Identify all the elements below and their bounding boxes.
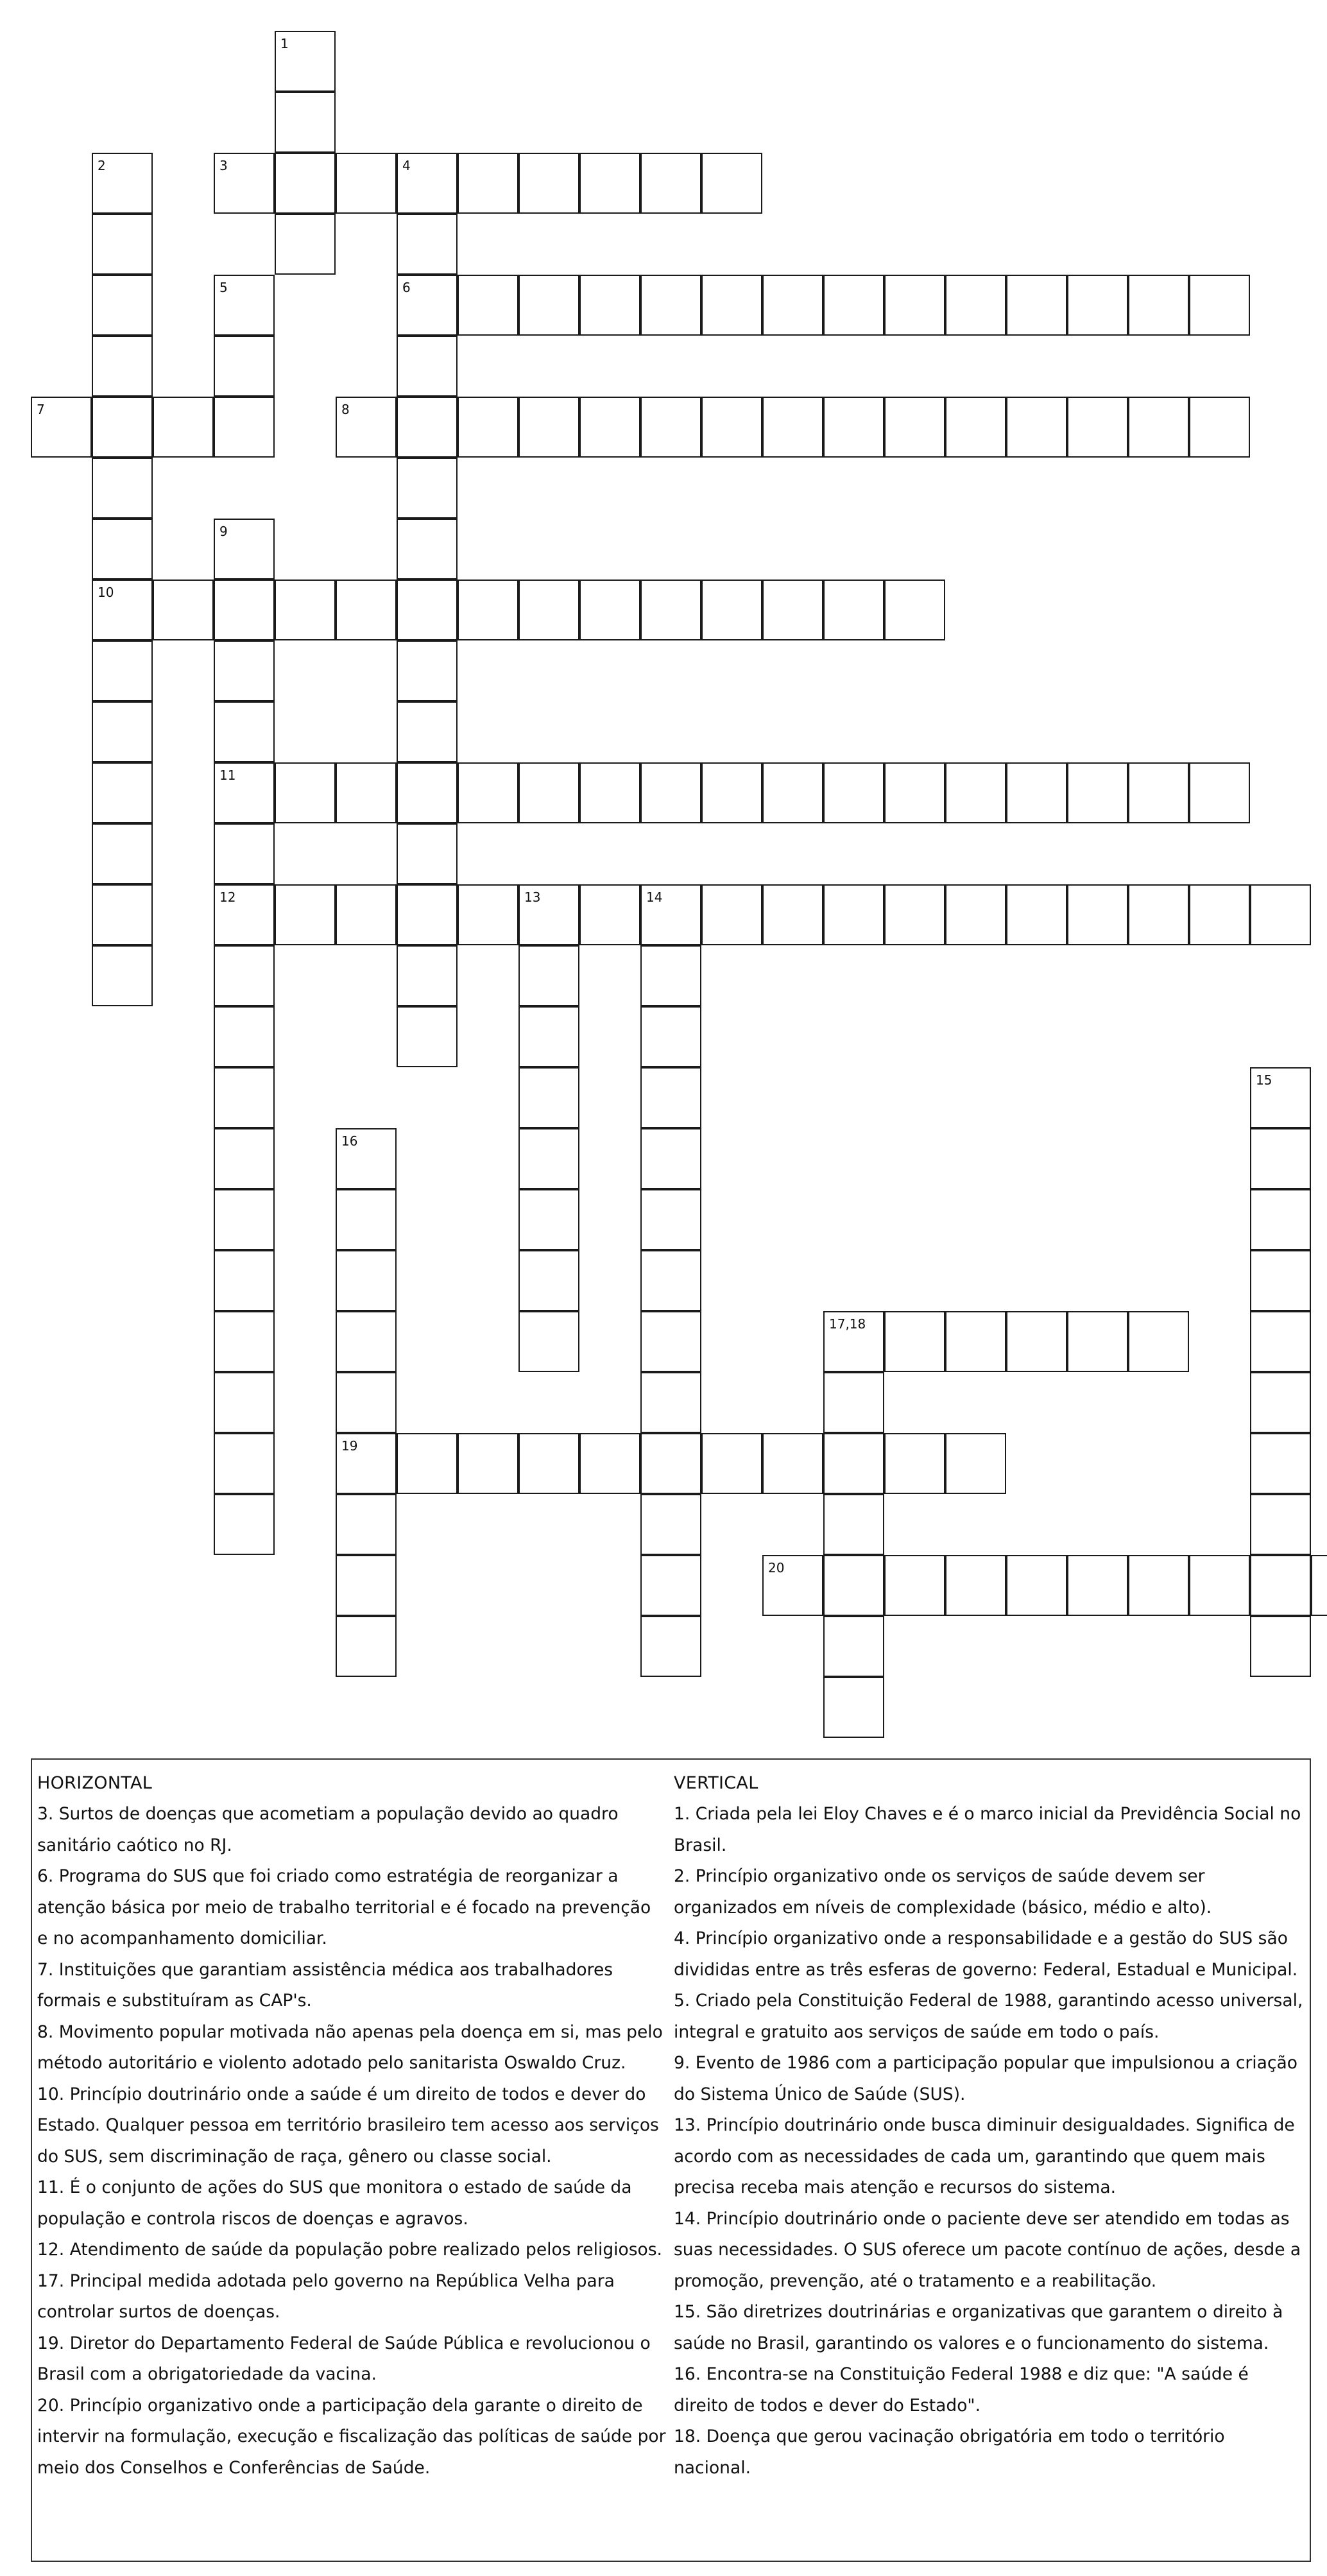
crossword-cell[interactable]: [214, 640, 275, 701]
crossword-cell[interactable]: [1189, 397, 1250, 458]
crossword-cell[interactable]: [397, 214, 458, 275]
crossword-cell[interactable]: [214, 945, 275, 1006]
clue-number: 10: [98, 585, 114, 600]
crossword-cell[interactable]: [336, 580, 397, 640]
crossword-cell[interactable]: [275, 884, 336, 945]
clue-number: 7: [37, 402, 45, 417]
crossword-cell[interactable]: [397, 580, 458, 640]
clue-v-9: 9. Evento de 1986 com a participação popular que impulsionou a criação do Sistema Único de Saúde (SUS).: [674, 2053, 1297, 2104]
crossword-cell[interactable]: [640, 397, 701, 458]
crossword-cell[interactable]: [1189, 1555, 1250, 1616]
crossword-cell[interactable]: [1067, 1555, 1128, 1616]
clue-number: 19: [341, 1438, 358, 1454]
crossword-cell[interactable]: [518, 945, 579, 1006]
vertical-clues: [674, 1767, 1306, 2484]
crossword-cell[interactable]: [214, 1311, 275, 1372]
crossword-cell[interactable]: [214, 1494, 275, 1555]
crossword-cell[interactable]: [1311, 1555, 1327, 1616]
clue-h-11: 11. É o conjunto de ações do SUS que monitora o estado de saúde da população e controla riscos de doenças e agravos.: [37, 2177, 632, 2229]
crossword-cell[interactable]: [397, 640, 458, 701]
crossword-cell[interactable]: [945, 397, 1006, 458]
crossword-cell[interactable]: [518, 1311, 579, 1372]
crossword-cell[interactable]: [336, 1616, 397, 1677]
crossword-cell[interactable]: [945, 1555, 1006, 1616]
crossword-cell[interactable]: [640, 1616, 701, 1677]
horizontal-title: HORIZONTAL: [37, 1773, 153, 1793]
crossword-cell[interactable]: [397, 823, 458, 884]
crossword-cell[interactable]: [579, 153, 640, 214]
crossword-cell[interactable]: [1128, 884, 1189, 945]
clue-v-18: 18. Doença que gerou vacinação obrigatória em todo o território nacional.: [674, 2426, 1225, 2478]
crossword-cell[interactable]: [214, 580, 275, 640]
crossword-cell[interactable]: [458, 762, 518, 823]
crossword-cell[interactable]: [214, 1067, 275, 1128]
crossword-cell[interactable]: [92, 397, 153, 458]
crossword-cell[interactable]: [336, 762, 397, 823]
crossword-cell[interactable]: [1250, 1555, 1311, 1616]
crossword-cell[interactable]: [336, 1250, 397, 1311]
crossword-cell[interactable]: [640, 580, 701, 640]
crossword-cell[interactable]: [458, 884, 518, 945]
crossword-cell[interactable]: [823, 397, 884, 458]
clue-number: 15: [1256, 1072, 1272, 1088]
clue-number: 13: [524, 889, 541, 905]
crossword-cell[interactable]: [214, 336, 275, 397]
crossword-cell[interactable]: [397, 884, 458, 945]
clue-v-1: 1. Criada pela lei Eloy Chaves e é o marco inicial da Previdência Social no Brasil.: [674, 1804, 1301, 1855]
clue-number: 8: [341, 402, 350, 417]
crossword-cell[interactable]: [579, 580, 640, 640]
crossword-cell[interactable]: [884, 275, 945, 336]
clue-h-8: 8. Movimento popular motivada não apenas pela doença em si, mas pelo método autoritário e violento adotado pelo sanitarista Oswaldo Cruz.: [37, 2022, 663, 2073]
crossword-cell[interactable]: [823, 884, 884, 945]
crossword-cell[interactable]: [214, 1006, 275, 1067]
crossword-cell[interactable]: [1128, 275, 1189, 336]
crossword-cell[interactable]: [1189, 884, 1250, 945]
crossword-cell[interactable]: [1128, 762, 1189, 823]
clue-h-20: 20. Princípio organizativo onde a participação dela garante o direito de intervir na formulação, execução e fiscalização das políticas de saúde por meio dos Conselhos e Conferências de Saúde.: [37, 2395, 666, 2478]
crossword-cell[interactable]: [1067, 762, 1128, 823]
crossword-cell[interactable]: [458, 1433, 518, 1494]
crossword-cell[interactable]: [92, 214, 153, 275]
clue-h-7: 7. Instituições que garantiam assistência médica aos trabalhadores formais e substituíram as CAP's.: [37, 1959, 613, 2011]
crossword-cell[interactable]: [214, 397, 275, 458]
clue-v-13: 13. Princípio doutrinário onde busca diminuir desigualdades. Significa de acordo com as necessidades de cada um, garantindo que quem mais precisa receba mais atenção e recursos do sistema.: [674, 2115, 1295, 2197]
crossword-cell[interactable]: [92, 884, 153, 945]
vertical-title: VERTICAL: [674, 1773, 758, 1793]
crossword-cell[interactable]: [1250, 1189, 1311, 1250]
crossword-cell[interactable]: [762, 397, 823, 458]
crossword-cell[interactable]: [214, 701, 275, 762]
crossword-cell[interactable]: [336, 1311, 397, 1372]
crossword-cell[interactable]: [823, 1372, 884, 1433]
crossword-cell[interactable]: [92, 519, 153, 580]
crossword-cell[interactable]: [579, 762, 640, 823]
crossword-cell[interactable]: [640, 1189, 701, 1250]
crossword-cell[interactable]: [153, 397, 214, 458]
crossword-cell[interactable]: [458, 397, 518, 458]
crossword-cell[interactable]: [1128, 1311, 1189, 1372]
crossword-cell[interactable]: [336, 1494, 397, 1555]
crossword-cell[interactable]: [1250, 1250, 1311, 1311]
crossword-cell[interactable]: [275, 153, 336, 214]
crossword-cell[interactable]: [640, 1067, 701, 1128]
clue-number: 5: [219, 280, 228, 295]
crossword-cell[interactable]: [397, 336, 458, 397]
crossword-cell[interactable]: [640, 945, 701, 1006]
crossword-cell[interactable]: [275, 580, 336, 640]
crossword-cell[interactable]: [579, 884, 640, 945]
crossword-cell[interactable]: [884, 762, 945, 823]
crossword-cell[interactable]: [92, 640, 153, 701]
crossword-cell[interactable]: [640, 762, 701, 823]
crossword-cell[interactable]: [701, 397, 762, 458]
crossword-cell[interactable]: [1250, 1372, 1311, 1433]
clue-h-10: 10. Princípio doutrinário onde a saúde é um direito de todos e dever do Estado. Qualquer pessoa em território brasileiro tem acesso aos serviços do SUS, sem discriminação de raça, gênero ou classe social.: [37, 2084, 659, 2167]
clue-h-12: 12. Atendimento de saúde da população pobre realizado pelos religiosos.: [37, 2240, 662, 2260]
crossword-cell[interactable]: [762, 884, 823, 945]
clue-box: [31, 1758, 1311, 2562]
crossword-cell[interactable]: [1250, 1494, 1311, 1555]
crossword-cell[interactable]: [458, 275, 518, 336]
crossword-cell[interactable]: [640, 1250, 701, 1311]
crossword-cell[interactable]: [397, 762, 458, 823]
crossword-cell[interactable]: [1006, 275, 1067, 336]
clue-h-19: 19. Diretor do Departamento Federal de Saúde Pública e revolucionou o Brasil com a obrigatoriedade da vacina.: [37, 2333, 651, 2384]
crossword-cell[interactable]: [945, 762, 1006, 823]
crossword-cell[interactable]: [92, 336, 153, 397]
crossword-cell[interactable]: [823, 275, 884, 336]
crossword-cell[interactable]: [1006, 884, 1067, 945]
crossword-cell[interactable]: [701, 1433, 762, 1494]
crossword-cell[interactable]: [1128, 1555, 1189, 1616]
crossword-cell[interactable]: [640, 1006, 701, 1067]
crossword-cell[interactable]: [762, 1433, 823, 1494]
clue-number: 3: [219, 158, 228, 173]
crossword-cell[interactable]: [518, 580, 579, 640]
crossword-cell[interactable]: [1006, 397, 1067, 458]
crossword-cell[interactable]: [397, 945, 458, 1006]
crossword-cell[interactable]: [92, 945, 153, 1006]
clue-number: 14: [646, 889, 663, 905]
clue-h-17: 17. Principal medida adotada pelo governo na República Velha para controlar surtos de doenças.: [37, 2271, 615, 2322]
crossword-cell[interactable]: [1250, 1433, 1311, 1494]
crossword-cell[interactable]: [945, 275, 1006, 336]
crossword-cell[interactable]: [1250, 884, 1311, 945]
crossword-cell[interactable]: [214, 1189, 275, 1250]
crossword-cell[interactable]: [275, 92, 336, 153]
crossword-cell[interactable]: [823, 1494, 884, 1555]
crossword-cell[interactable]: [945, 1311, 1006, 1372]
crossword-cell[interactable]: [92, 701, 153, 762]
crossword-cell[interactable]: [823, 1555, 884, 1616]
crossword-cell[interactable]: [579, 275, 640, 336]
crossword-cell[interactable]: [884, 580, 945, 640]
crossword-cell[interactable]: [823, 1677, 884, 1738]
crossword-cell[interactable]: [1067, 397, 1128, 458]
crossword-cell[interactable]: [397, 397, 458, 458]
crossword-cell[interactable]: [640, 153, 701, 214]
crossword-cell[interactable]: [397, 519, 458, 580]
crossword-cell[interactable]: [1067, 275, 1128, 336]
crossword-cell[interactable]: [92, 458, 153, 519]
crossword-cell[interactable]: [1189, 762, 1250, 823]
crossword-cell[interactable]: [1250, 1311, 1311, 1372]
crossword-cell[interactable]: [275, 762, 336, 823]
clue-number: 11: [219, 768, 236, 783]
crossword-cell[interactable]: [518, 1189, 579, 1250]
clue-v-4: 4. Princípio organizativo onde a responsabilidade e a gestão do SUS são divididas entre as três esferas de governo: Federal, Estadual e Municipal.: [674, 1928, 1298, 1980]
crossword-cell[interactable]: [640, 1372, 701, 1433]
crossword-cell[interactable]: [640, 1433, 701, 1494]
crossword-cell[interactable]: [1128, 397, 1189, 458]
crossword-cell[interactable]: [214, 1372, 275, 1433]
crossword-cell[interactable]: [336, 1372, 397, 1433]
crossword-cell[interactable]: [701, 275, 762, 336]
crossword-cell[interactable]: [1006, 1311, 1067, 1372]
horizontal-clues: [37, 1767, 666, 2484]
crossword-cell[interactable]: [397, 458, 458, 519]
clue-number: 20: [768, 1560, 785, 1576]
crossword-cell[interactable]: [1006, 1555, 1067, 1616]
crossword-cell[interactable]: [518, 1250, 579, 1311]
crossword-cell[interactable]: [1006, 762, 1067, 823]
crossword-cell[interactable]: [701, 884, 762, 945]
clue-number: 9: [219, 524, 228, 539]
crossword-cell[interactable]: [397, 1006, 458, 1067]
crossword-cell[interactable]: [214, 823, 275, 884]
clue-v-15: 15. São diretrizes doutrinárias e organizativas que garantem o direito à saúde no Brasil, garantindo os valores e o funcionamento do sistema.: [674, 2302, 1283, 2353]
crossword-cell[interactable]: [640, 1494, 701, 1555]
crossword-cell[interactable]: [1189, 275, 1250, 336]
crossword-cell[interactable]: [92, 762, 153, 823]
crossword-cell[interactable]: [518, 397, 579, 458]
crossword-cell[interactable]: [945, 1433, 1006, 1494]
crossword-cell[interactable]: [762, 580, 823, 640]
crossword-cell[interactable]: [153, 580, 214, 640]
crossword-cell[interactable]: [458, 153, 518, 214]
clue-number: 2: [98, 158, 106, 173]
crossword-cell[interactable]: [214, 1128, 275, 1189]
crossword-cell[interactable]: [92, 275, 153, 336]
crossword-cell[interactable]: [1067, 884, 1128, 945]
crossword-cell[interactable]: [884, 1555, 945, 1616]
crossword-cell[interactable]: [884, 397, 945, 458]
crossword-cell[interactable]: [518, 762, 579, 823]
crossword-cell[interactable]: [640, 275, 701, 336]
crossword-cell[interactable]: [214, 1250, 275, 1311]
crossword-cell[interactable]: [579, 397, 640, 458]
crossword-cell[interactable]: [518, 275, 579, 336]
crossword-cell[interactable]: [1250, 1616, 1311, 1677]
crossword-cell[interactable]: [884, 1433, 945, 1494]
crossword-cell[interactable]: [214, 1433, 275, 1494]
clue-number: 1: [280, 36, 289, 51]
crossword-cell[interactable]: [336, 884, 397, 945]
crossword-cell[interactable]: [275, 214, 336, 275]
crossword-cell[interactable]: [823, 1616, 884, 1677]
crossword-cell[interactable]: [518, 1006, 579, 1067]
crossword-cell[interactable]: [397, 701, 458, 762]
clue-v-14: 14. Princípio doutrinário onde o paciente deve ser atendido em todas as suas necessidades. O SUS oferece um pacote contínuo de ações, desde a promoção, prevenção, até o tratamento e a reabilitação.: [674, 2208, 1301, 2291]
clue-number: 16: [341, 1133, 358, 1149]
clue-h-3: 3. Surtos de doenças que acometiam a população devido ao quadro sanitário caótico no RJ.: [37, 1804, 619, 1855]
crossword-cell[interactable]: [397, 1433, 458, 1494]
crossword-cell[interactable]: [458, 580, 518, 640]
crossword-cell[interactable]: [1250, 1128, 1311, 1189]
crossword-cell[interactable]: [518, 153, 579, 214]
clue-v-5: 5. Criado pela Constituição Federal de 1988, garantindo acesso universal, integral e gratuito aos serviços de saúde em todo o país.: [674, 1991, 1303, 2042]
crossword-cell[interactable]: [640, 1555, 701, 1616]
clue-number: 12: [219, 889, 236, 905]
crossword-cell[interactable]: [823, 1433, 884, 1494]
clue-v-2: 2. Princípio organizativo onde os serviços de saúde devem ser organizados em níveis de complexidade (básico, médio e alto).: [674, 1866, 1212, 1918]
crossword-cell[interactable]: [762, 762, 823, 823]
clue-number: 6: [402, 280, 411, 295]
crossword-cell[interactable]: [762, 275, 823, 336]
crossword-cell[interactable]: [701, 580, 762, 640]
crossword-cell[interactable]: [92, 823, 153, 884]
crossword-cell[interactable]: [1067, 1311, 1128, 1372]
crossword-cell[interactable]: [518, 1433, 579, 1494]
crossword-cell[interactable]: [884, 884, 945, 945]
clue-number: 17,18: [829, 1316, 866, 1332]
crossword-cell[interactable]: [945, 884, 1006, 945]
crossword-cell[interactable]: [701, 762, 762, 823]
crossword-cell[interactable]: [518, 1067, 579, 1128]
crossword-cell[interactable]: [823, 762, 884, 823]
crossword-cell[interactable]: [336, 153, 397, 214]
crossword-cell[interactable]: [701, 153, 762, 214]
crossword-cell[interactable]: [579, 1433, 640, 1494]
crossword-cell[interactable]: [884, 1311, 945, 1372]
crossword-cell[interactable]: [336, 1555, 397, 1616]
crossword-cell[interactable]: [640, 1311, 701, 1372]
crossword-cell[interactable]: [518, 1128, 579, 1189]
crossword-cell[interactable]: [640, 1128, 701, 1189]
clue-h-6: 6. Programa do SUS que foi criado como estratégia de reorganizar a atenção básica por meio de trabalho territorial e é focado na prevenção e no acompanhamento domiciliar.: [37, 1866, 651, 1948]
clue-number: 4: [402, 158, 411, 173]
crossword-cell[interactable]: [336, 1189, 397, 1250]
crossword-cell[interactable]: [823, 580, 884, 640]
clue-v-16: 16. Encontra-se na Constituição Federal 1988 e diz que: "A saúde é direito de todos e dever do Estado".: [674, 2364, 1249, 2416]
